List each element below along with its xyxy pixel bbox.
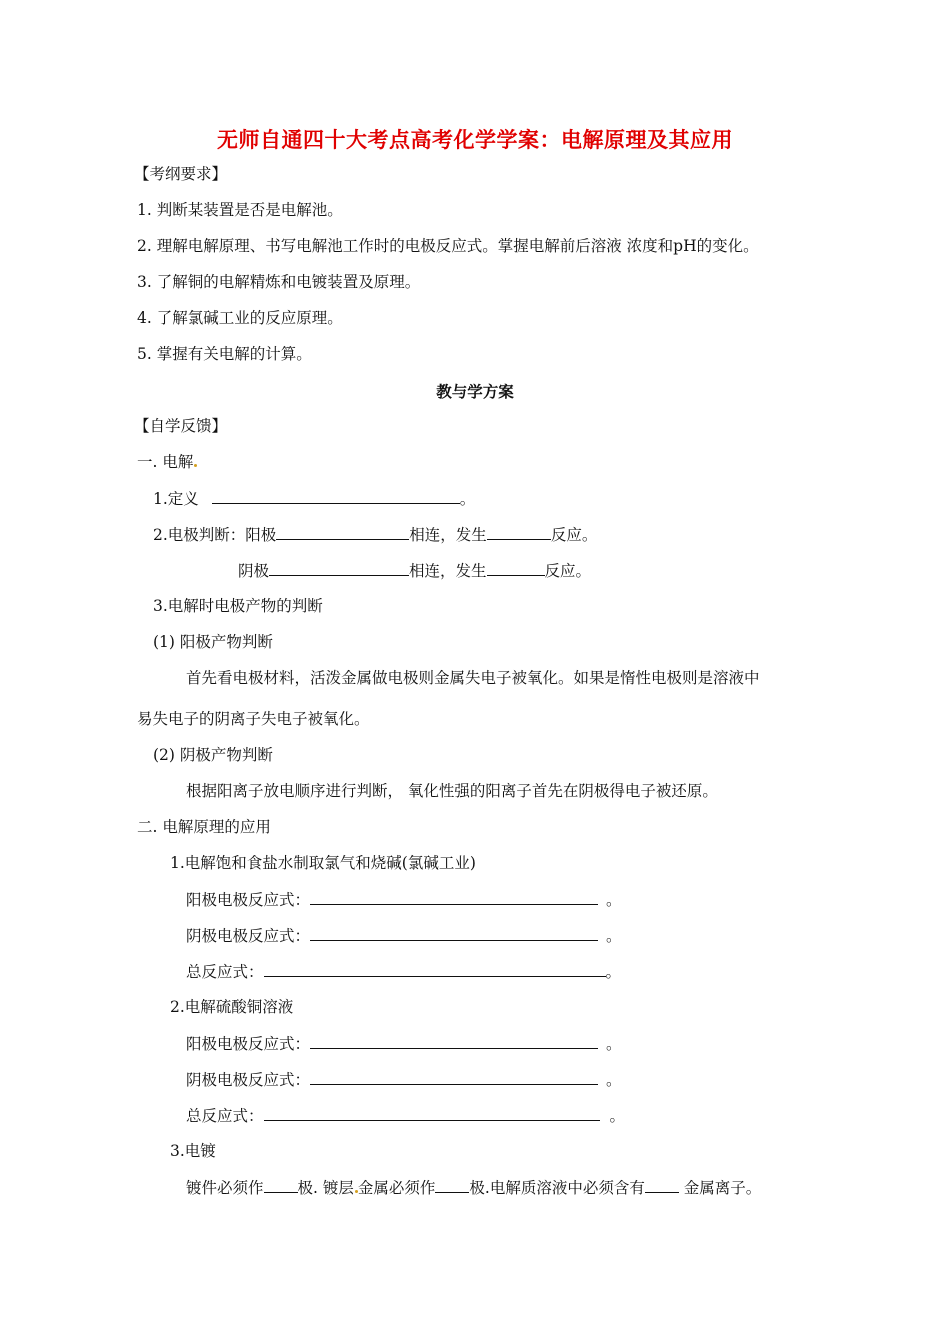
chlor-alkali-anode-line — [186, 889, 622, 910]
total-eq-label: 总反应式： — [186, 1107, 264, 1125]
chlor-alkali-cathode-line — [186, 925, 622, 946]
anode-product-text-cont: 易失电子的阴离子失电子被氧化。 — [137, 710, 370, 728]
cathode-judge-line — [238, 560, 591, 581]
anode-reaction-blank[interactable] — [487, 524, 551, 540]
feedback-heading: 【自学反馈】 — [134, 417, 228, 435]
section2-title: 二. 电解原理的应用 — [137, 818, 271, 836]
page-title: 无师自通四十大考点高考化学学案：电解原理及其应用 — [217, 127, 733, 152]
workpiece-electrode-blank[interactable] — [264, 1177, 298, 1193]
chlor-alkali-cathode-blank[interactable] — [310, 925, 598, 941]
plating-text-4: 金属离子。 — [678, 1179, 762, 1197]
cathode-product-label: (2) 阴极产物判断 — [153, 746, 273, 764]
coating-electrode-blank[interactable] — [435, 1177, 469, 1193]
plating-text-2b: 金属必须作 — [357, 1179, 436, 1197]
period: 。 — [605, 963, 622, 981]
cathode-reaction-blank[interactable] — [487, 560, 545, 576]
requirement-item: 3. 了解铜的电解精炼和电镀装置及原理。 — [137, 273, 421, 291]
period: 。 — [606, 927, 622, 945]
cathode-connection-blank[interactable] — [269, 560, 409, 576]
cathode-judge-label: 阴极 — [238, 562, 270, 580]
requirement-item: 4. 了解氯碱工业的反应原理。 — [137, 309, 343, 327]
reaction-text: 反应。 — [544, 562, 592, 580]
period: 。 — [606, 1071, 622, 1089]
plating-text-1: 镀件必须作 — [186, 1179, 264, 1197]
anode-connection-blank[interactable] — [276, 524, 409, 540]
chlor-alkali-total-line — [186, 961, 621, 982]
requirement-item: 2. 理解电解原理、书写电解池工作时的电极反应式。掌握电解前后溶液 浓度和pH的变化。 — [137, 237, 759, 255]
section1-title: 一. 电解 — [137, 452, 197, 472]
definition-label: 1.定义 — [153, 490, 199, 508]
definition-period: 。 — [459, 490, 476, 508]
period: 。 — [606, 1035, 622, 1053]
electrode-judge-line — [153, 524, 597, 545]
cathode-product-text: 根据阳离子放电顺序进行判断， 氧化性强的阳离子首先在阴极得电子被还原。 — [186, 782, 718, 800]
copper-sulfate-cathode-blank[interactable] — [310, 1069, 598, 1085]
product-title: 3.电解时电极产物的判断 — [153, 597, 323, 615]
plating-text-3: 极.电解质溶液中必须含有 — [469, 1179, 645, 1197]
connected-text: 相连，发生 — [409, 526, 487, 544]
definition-blank[interactable] — [212, 488, 460, 504]
cathode-eq-label: 阴极电极反应式： — [186, 1071, 311, 1089]
requirement-item: 5. 掌握有关电解的计算。 — [137, 345, 312, 363]
electroplating-line — [186, 1177, 761, 1198]
total-eq-label: 总反应式： — [186, 963, 264, 981]
anode-eq-label: 阳极电极反应式： — [186, 891, 311, 909]
anode-product-label: (1) 阳极产物判断 — [153, 633, 273, 651]
plan-heading: 教与学方案 — [436, 382, 514, 401]
anode-judge-label: 2.电极判断：阳极 — [153, 526, 277, 544]
period: 。 — [606, 891, 622, 909]
cathode-eq-label: 阴极电极反应式： — [186, 927, 311, 945]
reaction-text: 反应。 — [550, 526, 598, 544]
connected-text: 相连，发生 — [409, 562, 487, 580]
chlor-alkali-anode-blank[interactable] — [310, 889, 598, 905]
chlor-alkali-total-blank[interactable] — [264, 961, 606, 977]
decorative-dot — [194, 464, 197, 467]
chlor-alkali-title: 1.电解饱和食盐水制取氯气和烧碱(氯碱工业) — [170, 854, 476, 872]
electroplating-title: 3.电镀 — [170, 1142, 216, 1160]
copper-sulfate-cathode-line — [186, 1069, 622, 1090]
copper-sulfate-title: 2.电解硫酸铜溶液 — [170, 998, 294, 1016]
anode-eq-label: 阳极电极反应式： — [186, 1035, 311, 1053]
anode-product-text: 首先看电极材料，活泼金属做电极则金属失电子被氧化。如果是惰性电极则是溶液中 — [186, 669, 760, 687]
copper-sulfate-total-line — [186, 1105, 625, 1126]
coating-metal-ion-blank[interactable] — [645, 1177, 679, 1193]
requirement-item: 1. 判断某装置是否是电解池。 — [137, 201, 343, 219]
copper-sulfate-anode-blank[interactable] — [310, 1033, 598, 1049]
requirements-heading: 【考纲要求】 — [134, 165, 228, 183]
definition-line — [153, 488, 475, 509]
copper-sulfate-anode-line — [186, 1033, 622, 1054]
period: 。 — [609, 1107, 626, 1125]
plating-text-2: 极. 镀层 — [297, 1179, 354, 1197]
copper-sulfate-total-blank[interactable] — [264, 1105, 600, 1121]
